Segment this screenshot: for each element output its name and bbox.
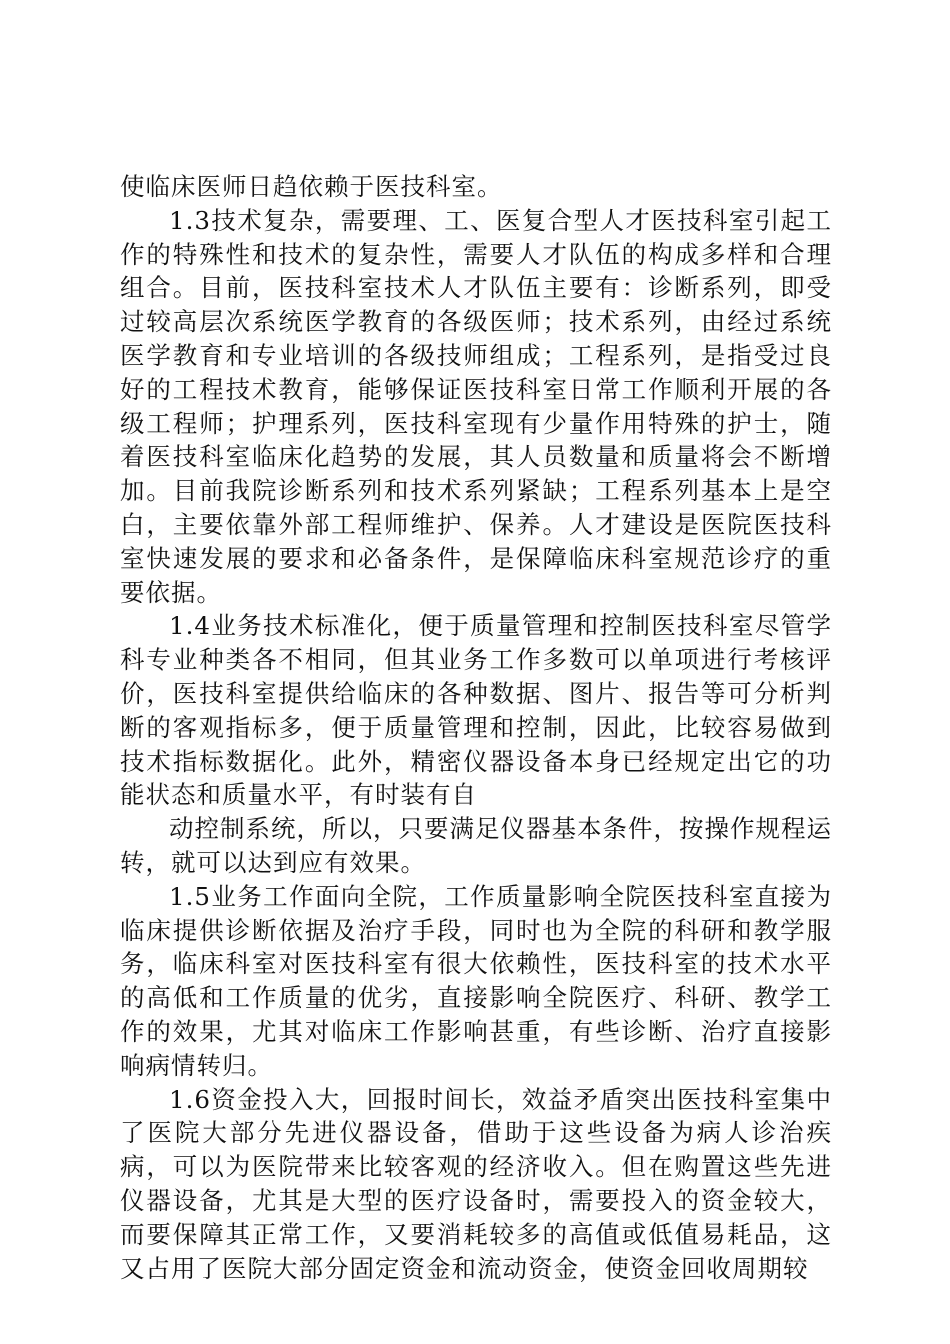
paragraph-section-1-6: 1.6资金投入大，回报时间长，效益矛盾突出医技科室集中了医院大部分先进仪器设备，借助于这些设备为病人诊治疾病，可以为医院带来比较客观的经济收入。但在购置这些先进仪器设备，尤其是大型的医疗设备时，需要投入的资金较大，而要保障其正常工作，又要消耗较多的高值或低值易耗品，这又占用了医院大部分固定资金和流动资金，使资金回收周期较 <box>120 1084 832 1283</box>
paragraph-section-1-5: 1.5业务工作面向全院，工作质量影响全院医技科室直接为临床提供诊断依据及治疗手段，同时也为全院的科研和教学服务，临床科室对医技科室有很大依赖性，医技科室的技术水平的高低和工作质量的优劣，直接影响全院医疗、科研、教学工作的效果，尤其对临床工作影响甚重，有些诊断、治疗直接影响病情转归。 <box>120 881 832 1080</box>
paragraph-section-1-4-continued: 动控制系统，所以，只要满足仪器基本条件，按操作规程运转，就可以达到应有效果。 <box>120 814 832 877</box>
document-page <box>120 170 832 1285</box>
paragraph-continuation: 使临床医师日趋依赖于医技科室。 <box>120 172 503 201</box>
paragraph-section-1-4: 1.4业务技术标准化，便于质量管理和控制医技科室尽管学科专业种类各不相同，但其业务工作多数可以单项进行考核评价，医技科室提供给临床的各种数据、图片、报告等可分析判断的客观指标多，便于质量管理和控制，因此，比较容易做到技术指标数据化。此外，精密仪器设备本身已经规定出它的功能状态和质量水平，有时装有自 <box>120 611 832 810</box>
paragraph-section-1-3: 1.3技术复杂，需要理、工、医复合型人才医技科室引起工作的特殊性和技术的复杂性，需要人才队伍的构成多样和合理组合。目前，医技科室技术人才队伍主要有：诊断系列，即受过较高层次系统医学教育的各级医师；技术系列，由经过系统医学教育和专业培训的各级技师组成；工程系列，是指受过良好的工程技术教育，能够保证医技科室日常工作顺利开展的各级工程师；护理系列，医技科室现有少量作用特殊的护士，随着医技科室临床化趋势的发展，其人员数量和质量将会不断增加。目前我院诊断系列和技术系列紧缺；工程系列基本上是空白，主要依靠外部工程师维护、保养。人才建设是医院医技科室快速发展的要求和必备条件，是保障临床科室规范诊疗的重要依据。 <box>120 205 832 607</box>
